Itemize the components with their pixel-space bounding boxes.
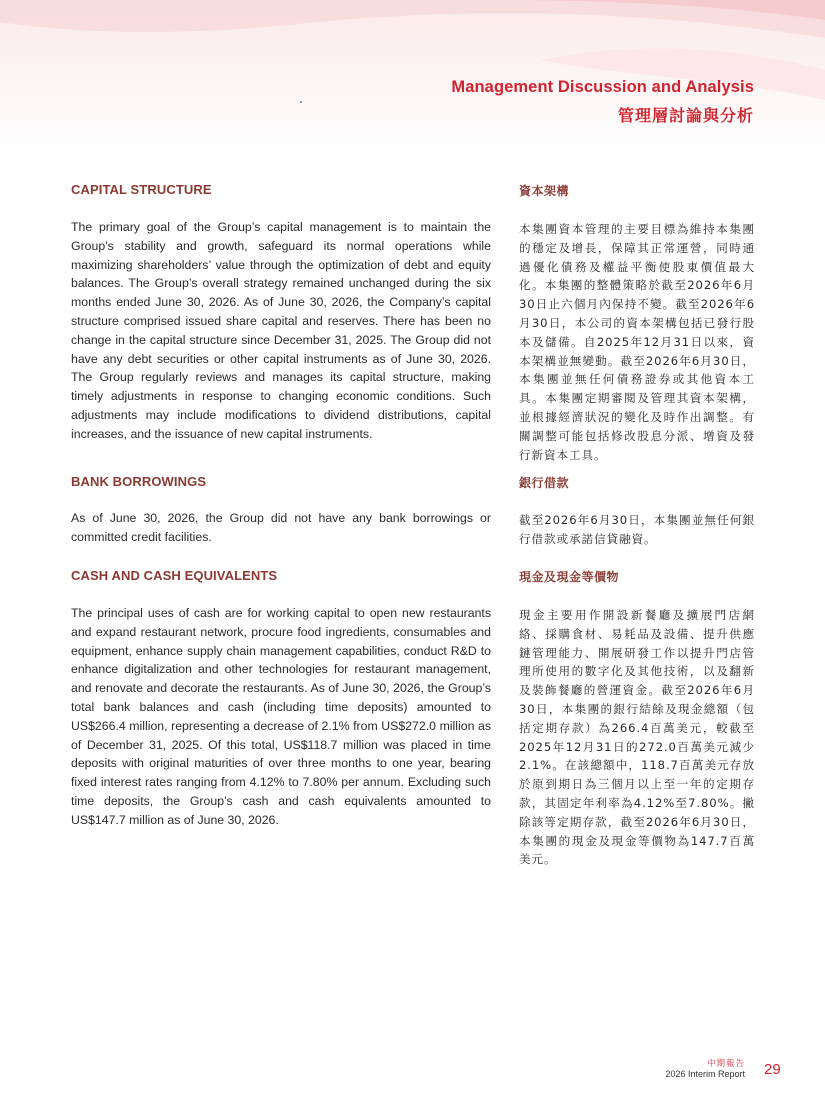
decorative-dot bbox=[300, 101, 302, 103]
section-body: The primary goal of the Group’s capital management is to maintain the Group’s stability and growth, safeguard its normal operations while maximizing shareholders’ value through the optimization of debt and equity balances. The Group’s overall strategy remained unchanged during the six months ended June 30, 2026. As of June 30, 2026, the Company’s capital structure comprised issued share capital and reserves. There has been no change in the capital structure since December 31, 2025. The Group did not have any debt securities or other capital instruments as of June 30, 2026. The Group regularly reviews and manages its capital structure, making timely adjustments in response to changing economic conditions. Such adjustments may include modifications to dividend distributions, capital increases, and the issuance of new capital instruments. bbox=[71, 220, 491, 441]
bank-borrowings-en bbox=[71, 474, 491, 547]
section-heading: 資本架構 bbox=[519, 184, 570, 198]
footer-report-en: 2026 Interim Report bbox=[665, 1069, 745, 1079]
capital-structure-en bbox=[71, 182, 491, 444]
section-heading: 現金及現金等價物 bbox=[519, 570, 620, 584]
capital-structure-zh bbox=[519, 182, 755, 464]
header-decorative-band bbox=[0, 0, 825, 150]
page-number: 29 bbox=[764, 1061, 781, 1078]
section-body: 現金主要用作開設新餐廳及擴展門店網絡、採購食材、易耗品及設備、提升供應鏈管理能力、開展研發工作以提升門店管理所使用的數字化及其他技術，以及翻新及裝飾餐廳的營運資金。截至2026年6月30日，本集團的銀行結餘及現金總額（包括定期存款）為266.4百萬美元，較截至2025年12月31日的272.0百萬美元減少2.1%。在該總額中，118.7百萬美元存放於原到期日為三個月以上至一年的定期存款，其固定年利率為4.12%至7.80%。撇除該等定期存款，截至2026年6月30日，本集團的現金及現金等價物為147.7百萬美元。 bbox=[519, 608, 755, 867]
section-heading: CASH AND CASH EQUIVALENTS bbox=[71, 568, 278, 583]
section-heading: BANK BORROWINGS bbox=[71, 474, 207, 489]
bank-borrowings-zh bbox=[519, 474, 755, 549]
decorative-swoosh bbox=[0, 0, 825, 150]
cash-en bbox=[71, 568, 491, 830]
section-body: 本集團資本管理的主要目標為維持本集團的穩定及增長，保障其正常運營，同時通過優化債務及權益平衡使股東價值最大化。本集團的整體策略於截至2026年6月30日止六個月內保持不變。截至2026年6月30日，本公司的資本架構包括已發行股本及儲備。自2025年12月31日以來，資本架構並無變動。截至2026年6月30日，本集團並無任何債務證券或其他資本工具。本集團定期審閱及管理其資本架構，並根據經濟狀況的變化及時作出調整。有關調整可能包括修改股息分派、增資及發行新資本工具。 bbox=[519, 222, 755, 462]
header-title-zh: 管理層討論與分析 bbox=[617, 106, 754, 125]
footer-report-zh: 中期報告 bbox=[706, 1059, 745, 1069]
section-body: 截至2026年6月30日，本集團並無任何銀行借款或承諾信貸融資。 bbox=[519, 513, 755, 546]
section-heading: CAPITAL STRUCTURE bbox=[71, 182, 212, 197]
header-title-en: Management Discussion and Analysis bbox=[451, 78, 754, 96]
section-body: As of June 30, 2026, the Group did not have any bank borrowings or committed credit facilities. bbox=[71, 511, 491, 544]
section-body: The principal uses of cash are for working capital to open new restaurants and expand restaurant network, procure food ingredients, consumables and equipment, enhance supply chain management capabilities, conduct R&D to enhance digitalization and other technologies for restaurant management, and renovate and decorate the restaurants. As of June 30, 2026, the Group’s total bank balances and cash (including time deposits) amounted to US$266.4 million, representing a decrease of 2.1% from US$272.0 million as of December 31, 2025. Of this total, US$118.7 million was placed in time deposits with original maturities of over three months to one year, bearing fixed interest rates ranging from 4.12% to 7.80% per annum. Excluding such time deposits, the Group’s cash and cash equivalents amounted to US$147.7 million as of June 30, 2026. bbox=[71, 606, 491, 827]
cash-zh bbox=[519, 568, 755, 869]
section-heading: 銀行借款 bbox=[519, 476, 570, 490]
